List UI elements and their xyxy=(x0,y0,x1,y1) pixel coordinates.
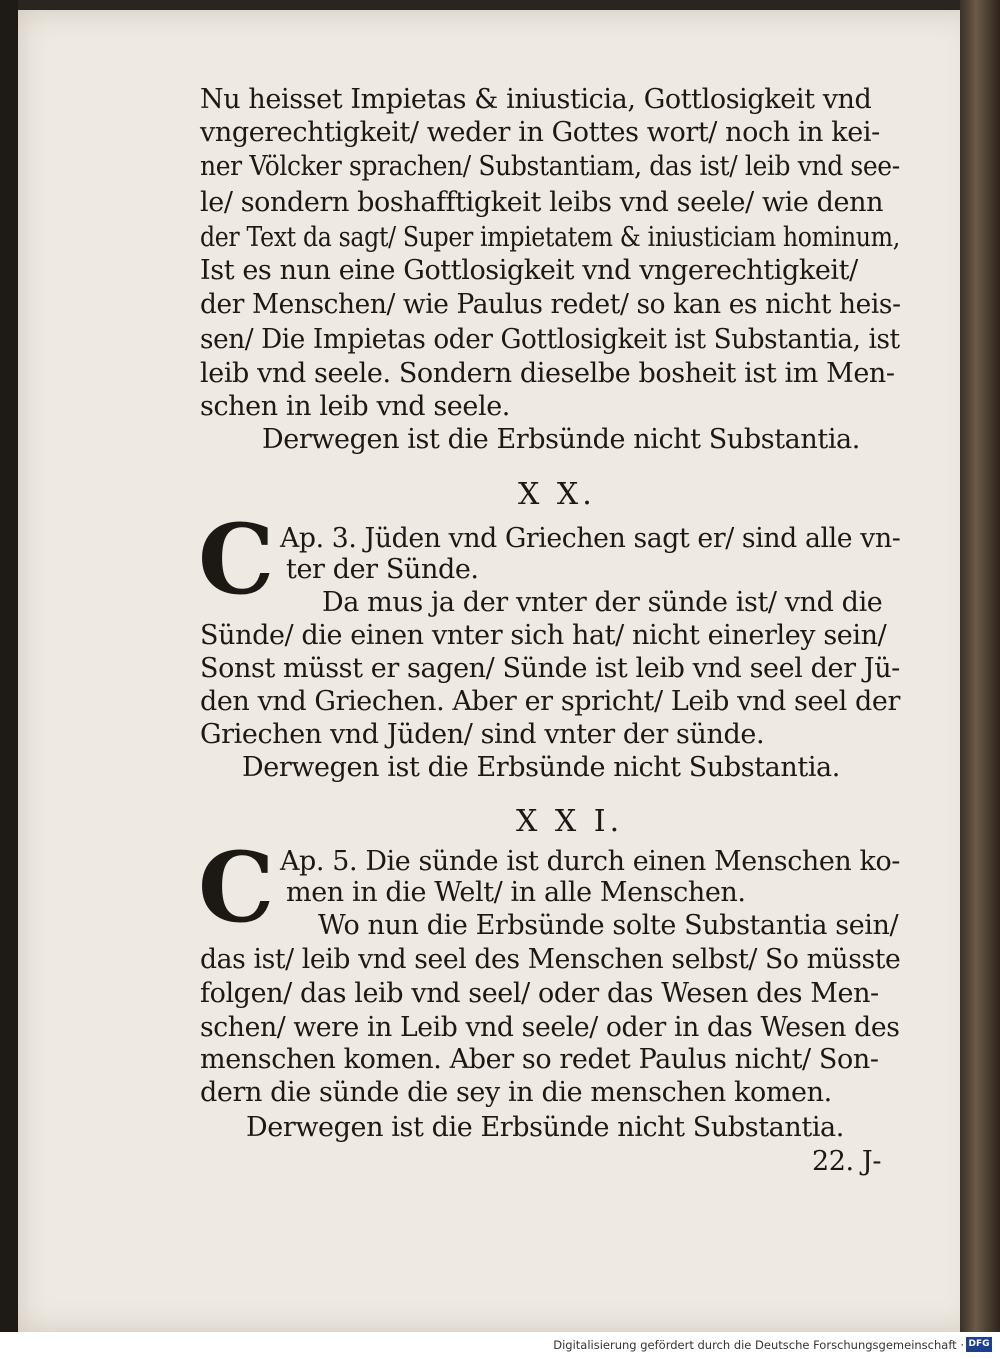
catchword: 22. J- xyxy=(812,1146,882,1177)
text-line: Wo nun die Erbsünde solte Substantia sein/ xyxy=(318,910,899,941)
footer-bar xyxy=(0,1332,1000,1359)
text-line: der Text da sagt/ Super impietatem & iniusticiam hominum, xyxy=(200,222,900,253)
text-line: Da mus ja der vnter der sünde ist/ vnd die xyxy=(322,587,883,618)
text-line: Ap. 3. Jüden vnd Griechen sagt er/ sind alle vn- xyxy=(280,523,901,554)
dfg-logo-icon[interactable]: DFG xyxy=(966,1337,992,1352)
section-heading-xx: X X. xyxy=(518,477,596,512)
book-edge-right xyxy=(960,0,1000,1332)
text-line: men in die Welt/ in alle Menschen. xyxy=(286,877,746,908)
text-line: folgen/ das leib vnd seel/ oder das Wesen des Men- xyxy=(200,978,879,1009)
text-line: das ist/ leib vnd seel des Menschen selbst/ So müsste xyxy=(200,944,901,975)
text-line: schen/ were in Leib vnd seele/ oder in das Wesen des xyxy=(200,1012,900,1043)
conclusion-line: Derwegen ist die Erbsünde nicht Substantia. xyxy=(246,1112,844,1143)
text-line: Sonst müsst er sagen/ Sünde ist leib vnd seel der Jü- xyxy=(200,653,900,684)
drop-cap-initial: C xyxy=(198,831,275,944)
conclusion-line: Derwegen ist die Erbsünde nicht Substantia. xyxy=(262,424,860,455)
text-line: Nu heisset Impietas & iniusticia, Gottlosigkeit vnd xyxy=(200,84,872,115)
conclusion-line: Derwegen ist die Erbsünde nicht Substantia. xyxy=(242,752,840,783)
funding-notice: Digitalisierung gefördert durch die Deutsche Forschungsgemeinschaft · xyxy=(553,1338,964,1352)
text-line: dern die sünde die sey in die menschen komen. xyxy=(200,1077,832,1108)
text-line: schen in leib vnd seele. xyxy=(200,391,510,422)
text-line: Griechen vnd Jüden/ sind vnter der sünde. xyxy=(200,719,765,750)
text-line: vngerechtigkeit/ weder in Gottes wort/ noch in kei- xyxy=(200,117,880,148)
text-line: Sünde/ die einen vnter sich hat/ nicht einerley sein/ xyxy=(200,620,887,651)
text-line: Ap. 5. Die sünde ist durch einen Menschen ko- xyxy=(280,846,900,877)
text-line: den vnd Griechen. Aber er spricht/ Leib vnd seel der xyxy=(200,686,900,717)
text-line: Ist es nun eine Gottlosigkeit vnd vngerechtigkeit/ xyxy=(200,255,858,286)
text-line: sen/ Die Impietas oder Gottlosigkeit ist Substantia, ist xyxy=(200,324,900,355)
drop-cap-initial: C xyxy=(198,503,275,616)
text-line: ner Völcker sprachen/ Substantiam, das ist/ leib vnd see- xyxy=(200,151,900,182)
section-heading-xxi: X X I. xyxy=(516,804,624,839)
book-edge-left xyxy=(0,0,18,1332)
text-line: menschen komen. Aber so redet Paulus nicht/ Son- xyxy=(200,1044,879,1075)
text-line: le/ sondern boshafftigkeit leibs vnd seele/ wie denn xyxy=(200,187,884,218)
text-line: leib vnd seele. Sondern dieselbe bosheit ist im Men- xyxy=(200,358,895,389)
text-line: der Menschen/ wie Paulus redet/ so kan es nicht heis- xyxy=(200,289,901,320)
text-line: ter der Sünde. xyxy=(286,554,479,585)
